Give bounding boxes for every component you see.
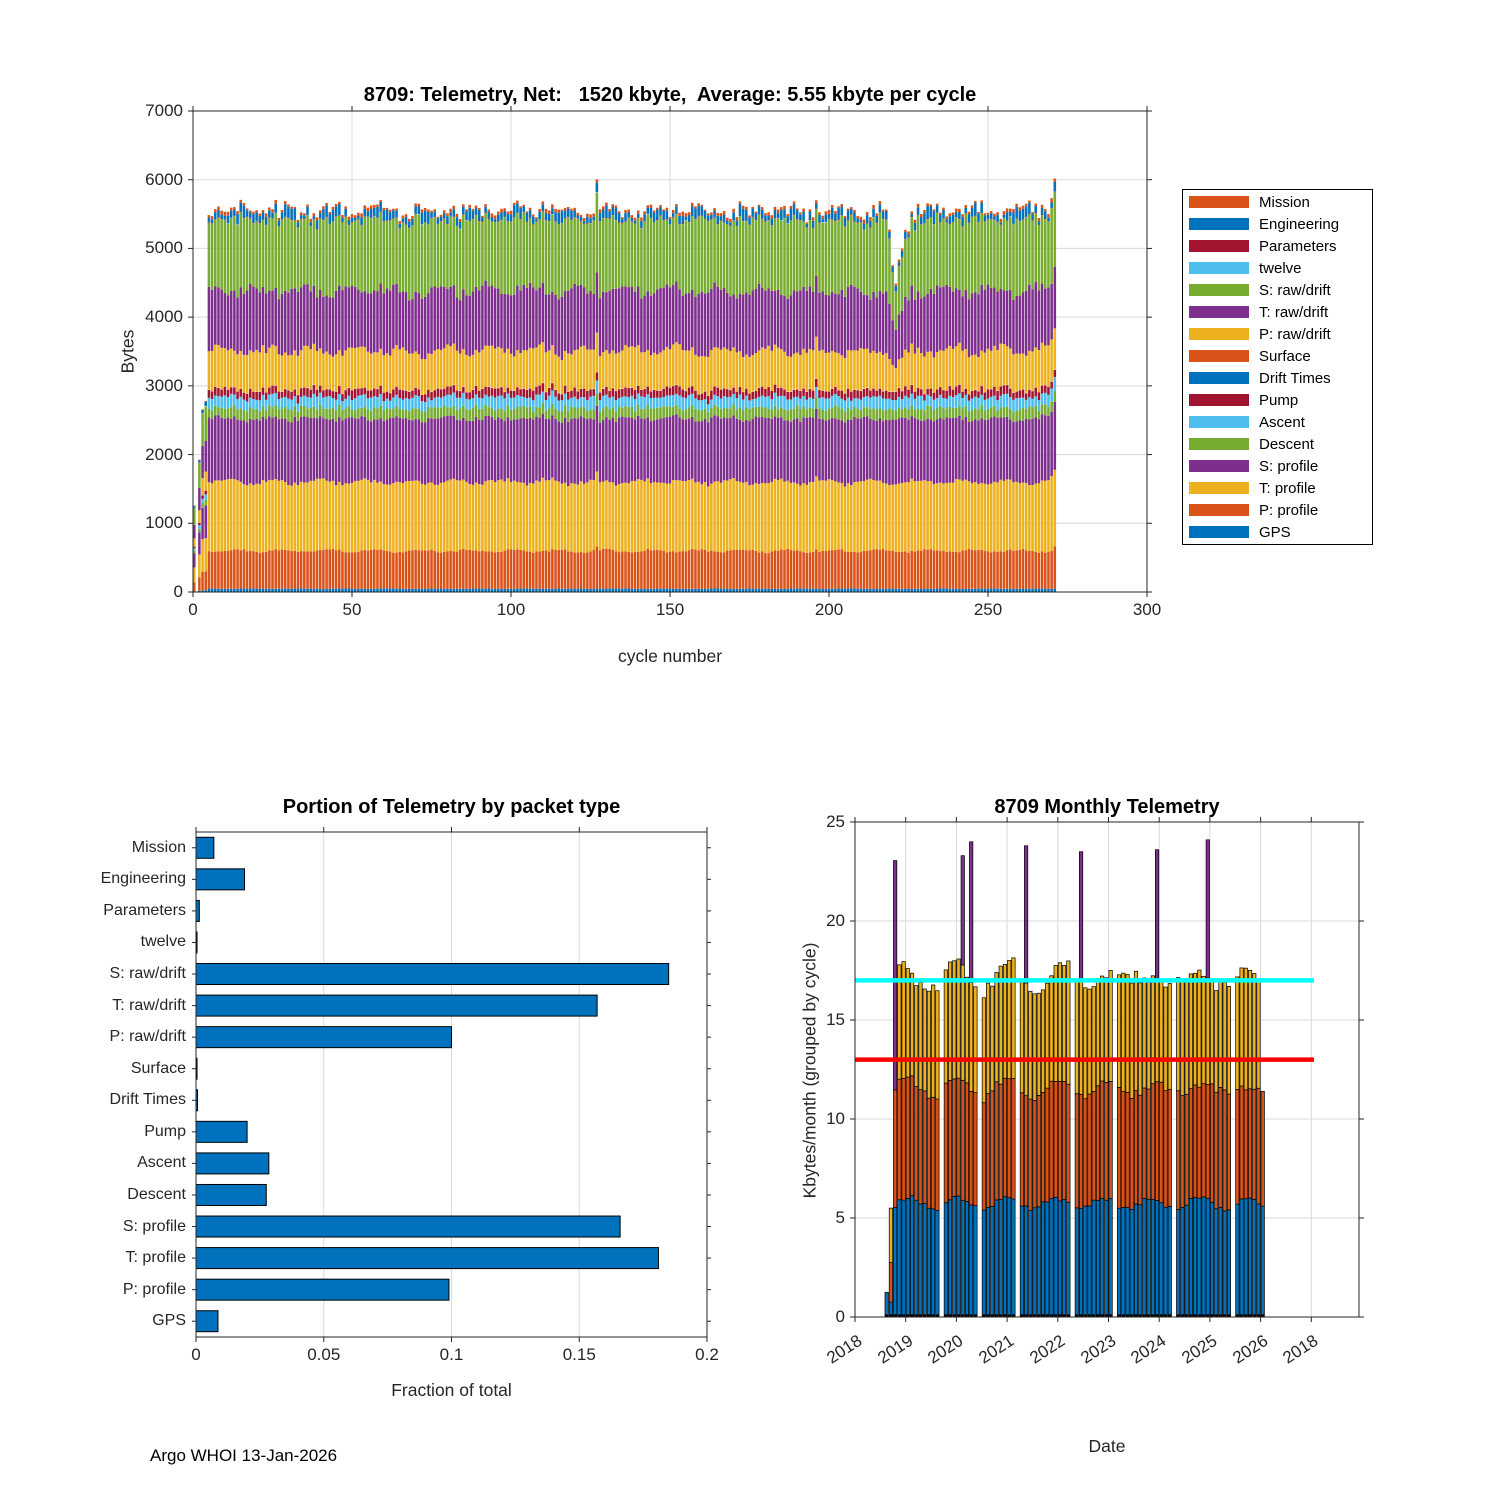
legend-swatch-icon [1189, 218, 1249, 230]
tick-label: 150 [655, 600, 685, 619]
monthly-chart-ylabel: Kbytes/month (grouped by cycle) [799, 942, 820, 1199]
legend-item [1183, 434, 1372, 454]
portion-chart-xlabel: Fraction of total [391, 1380, 512, 1400]
category-label: P: raw/drift [109, 1028, 186, 1046]
tick-label: 50 [342, 600, 362, 619]
date-tick-label: 2026 [1228, 1331, 1271, 1368]
legend-item-label: Parameters [1259, 237, 1337, 255]
legend-item-label: T: profile [1259, 479, 1316, 497]
legend-swatch-icon [1189, 240, 1249, 252]
portion-chart-title: Portion of Telemetry by packet type [282, 796, 621, 818]
tick-label: 0.1 [439, 1345, 464, 1364]
legend-item [1183, 412, 1372, 432]
date-tick-label: 2019 [873, 1331, 917, 1368]
tick-label: 300 [1132, 600, 1162, 619]
legend-swatch-icon [1189, 416, 1249, 428]
category-label: Descent [127, 1185, 186, 1203]
category-label: Surface [130, 1059, 186, 1077]
category-label: Mission [131, 838, 186, 856]
tick-label: 25 [826, 812, 845, 831]
tick-label: 0.15 [562, 1345, 596, 1364]
tick-label: 250 [973, 600, 1003, 619]
category-label: Pump [144, 1122, 186, 1140]
tick-label: 5 [835, 1208, 845, 1227]
legend-item-label: GPS [1259, 523, 1291, 541]
date-tick-label: 2025 [1178, 1331, 1221, 1368]
legend-swatch-icon [1189, 526, 1249, 538]
legend-item-label: Pump [1259, 391, 1299, 409]
legend-item-label: Engineering [1259, 215, 1340, 233]
category-label: T: profile [125, 1249, 186, 1267]
legend-item-label: T: raw/drift [1259, 303, 1329, 321]
tick-label: 0.05 [307, 1345, 341, 1364]
legend-item [1183, 280, 1372, 300]
legend-item-label: Mission [1259, 193, 1310, 211]
monthly-chart-title: 8709 Monthly Telemetry [994, 796, 1220, 818]
date-tick-label: 2022 [1026, 1331, 1069, 1368]
tick-label: 0 [188, 600, 198, 619]
legend-item-label: P: profile [1259, 501, 1319, 519]
category-label: Ascent [137, 1154, 186, 1172]
category-label: Drift Times [109, 1091, 186, 1109]
category-label: Parameters [103, 901, 186, 919]
legend-swatch-icon [1189, 306, 1249, 318]
tick-label: 2000 [145, 444, 183, 464]
date-tick-label: 2020 [924, 1331, 967, 1368]
tick-label: 7000 [145, 101, 183, 120]
tick-label: 1000 [145, 513, 183, 533]
legend-item [1183, 390, 1372, 410]
legend-item-label: twelve [1259, 259, 1302, 277]
legend-item [1183, 258, 1372, 278]
legend-swatch-icon [1189, 504, 1249, 516]
date-tick-label: 2023 [1076, 1331, 1119, 1368]
legend-swatch-icon [1189, 284, 1249, 296]
date-tick-label: 2021 [975, 1331, 1018, 1368]
category-label: Engineering [100, 870, 186, 888]
cycles-chart-title: 8709: Telemetry, Net: 1520 kbyte, Average: 5.55 kbyte per cycle [363, 84, 977, 106]
legend-item-label: S: raw/drift [1259, 281, 1331, 299]
category-label: P: profile [122, 1280, 186, 1298]
category-label: twelve [140, 933, 186, 951]
legend-item-label: S: profile [1259, 457, 1319, 475]
legend-item [1183, 478, 1372, 498]
legend-item [1183, 302, 1372, 322]
legend-swatch-icon [1189, 394, 1249, 406]
category-label: GPS [152, 1312, 186, 1330]
legend-item [1183, 522, 1372, 542]
category-label: T: raw/drift [112, 996, 186, 1014]
legend-item [1183, 368, 1372, 388]
tick-label: 20 [826, 911, 845, 930]
tick-label: 3000 [145, 375, 183, 395]
legend-item [1183, 192, 1372, 212]
tick-label: 4000 [145, 307, 183, 327]
legend-item-label: Ascent [1259, 413, 1305, 431]
legend-swatch-icon [1189, 438, 1249, 450]
legend-item [1183, 214, 1372, 234]
tick-label: 0.2 [695, 1345, 719, 1364]
legend-item-label: Drift Times [1259, 369, 1331, 387]
category-label: S: profile [122, 1217, 186, 1235]
legend-item [1183, 346, 1372, 366]
cycles-chart-ylabel: Bytes [117, 329, 138, 374]
legend-swatch-icon [1189, 460, 1249, 472]
cycles-chart-xlabel: cycle number [617, 646, 723, 666]
tick-label: 15 [826, 1010, 845, 1029]
tick-label: 10 [826, 1109, 845, 1128]
footer-attribution: Argo WHOI 13-Jan-2026 [150, 1446, 338, 1465]
legend-swatch-icon [1189, 372, 1249, 384]
legend [1182, 189, 1373, 545]
tick-label: 6000 [145, 169, 183, 189]
legend-item [1183, 500, 1372, 520]
legend-swatch-icon [1189, 482, 1249, 494]
legend-item [1183, 236, 1372, 256]
monthly-chart-xlabel: Date [1088, 1436, 1126, 1456]
tick-label: 5000 [145, 238, 183, 258]
tick-label: 200 [814, 600, 844, 619]
legend-swatch-icon [1189, 350, 1249, 362]
legend-swatch-icon [1189, 328, 1249, 340]
legend-item-label: Surface [1259, 347, 1311, 365]
legend-item [1183, 324, 1372, 344]
legend-item-label: Descent [1259, 435, 1315, 453]
date-tick-label: 2018 [1279, 1331, 1322, 1368]
tick-label: 0 [835, 1307, 845, 1326]
legend-swatch-icon [1189, 262, 1249, 274]
legend-item-label: P: raw/drift [1259, 325, 1331, 343]
tick-label: 100 [496, 600, 526, 619]
legend-swatch-icon [1189, 196, 1249, 208]
tick-label: 0 [191, 1345, 201, 1364]
tick-label: 0 [173, 582, 183, 601]
category-label: S: raw/drift [109, 965, 186, 983]
date-tick-label: 2018 [823, 1331, 866, 1368]
legend-item [1183, 456, 1372, 476]
date-tick-label: 2024 [1127, 1331, 1170, 1368]
